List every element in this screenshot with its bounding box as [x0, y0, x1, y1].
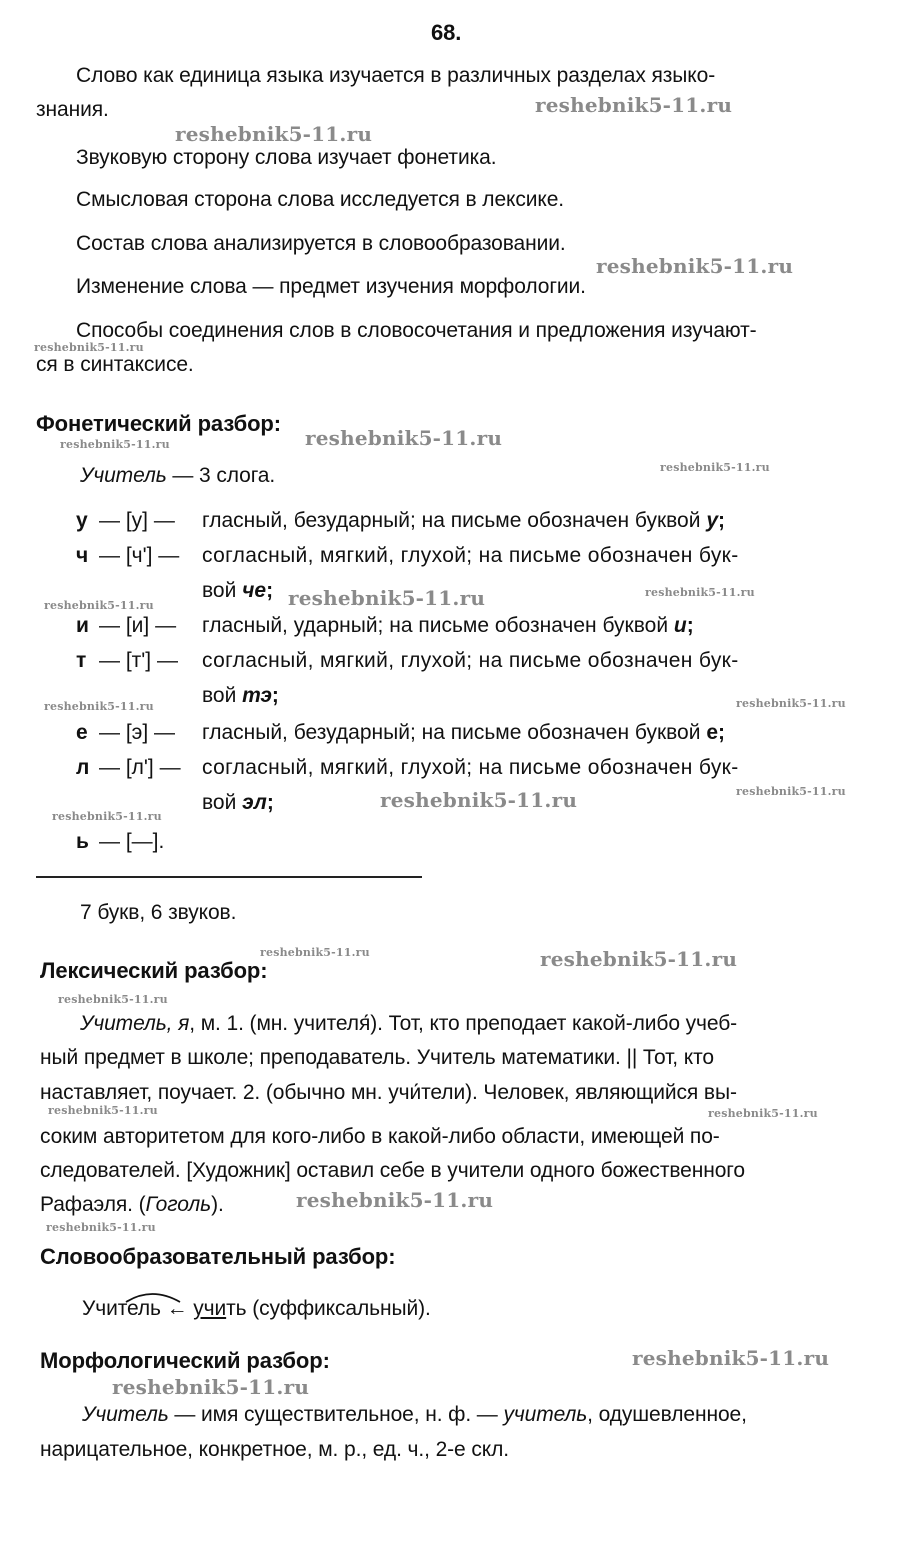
- intro-line-1: Слово как единица языка изучается в различных разделах языко-: [76, 64, 716, 87]
- phon-letter: у: [76, 509, 88, 532]
- phon-letter: е: [76, 721, 88, 744]
- phon-sound: — [т'] —: [99, 649, 178, 672]
- phon-desc: гласный, безударный; на письме обозначен буквой е;: [202, 721, 725, 744]
- divider: [36, 876, 422, 878]
- phon-sound: — [э] —: [99, 721, 176, 744]
- intro-change: Изменение слова — предмет изучения морфологии.: [76, 275, 586, 298]
- watermark: reshebnik5-11.ru: [260, 946, 370, 959]
- watermark: reshebnik5-11.ru: [175, 122, 373, 146]
- intro-composition: Состав слова анализируется в словообразовании.: [76, 232, 566, 255]
- wordform-heading: Словообразовательный разбор:: [40, 1244, 396, 1269]
- watermark: reshebnik5-11.ru: [540, 947, 738, 971]
- morph-line-2: нарицательное, конкретное, м. р., ед. ч., 2-е скл.: [40, 1438, 509, 1461]
- lexical-line-3: наставляет, поучает. 2. (обычно мн. учи́тели). Человек, являющийся вы-: [40, 1081, 737, 1104]
- phon-desc-cont: вой тэ;: [202, 684, 279, 707]
- watermark: reshebnik5-11.ru: [112, 1375, 310, 1399]
- watermark: reshebnik5-11.ru: [46, 1221, 156, 1234]
- watermark: reshebnik5-11.ru: [380, 788, 578, 812]
- intro-line-2: знания.: [36, 98, 109, 121]
- phon-letter: л: [76, 756, 90, 779]
- watermark: reshebnik5-11.ru: [596, 254, 794, 278]
- watermark: reshebnik5-11.ru: [44, 700, 154, 713]
- watermark: reshebnik5-11.ru: [34, 341, 144, 354]
- morph-line-1: Учитель — имя существительное, н. ф. — учитель, одушевленное,: [82, 1403, 747, 1426]
- lexical-line-2: ный предмет в школе; преподаватель. Учитель математики. || Тот, кто: [40, 1046, 714, 1069]
- phon-desc: согласный, мягкий, глухой; на письме обозначен бук-: [202, 649, 739, 672]
- intro-lexics: Смысловая сторона слова исследуется в лексике.: [76, 188, 565, 211]
- phonetic-summary: 7 букв, 6 звуков.: [80, 901, 237, 924]
- intro-phonetics: Звуковую сторону слова изучает фонетика.: [76, 146, 497, 169]
- watermark: reshebnik5-11.ru: [660, 461, 770, 474]
- page-number: 68.: [431, 20, 462, 45]
- watermark: reshebnik5-11.ru: [52, 810, 162, 823]
- lexical-line-4: соким авторитетом для кого-либо в какой-либо области, имеющей по-: [40, 1125, 720, 1148]
- phon-sound: — [л'] —: [99, 756, 181, 779]
- lexical-line-1: Учитель, я, м. 1. (мн. учителя́). Тот, кто преподает какой-либо учеб-: [80, 1012, 738, 1035]
- watermark: reshebnik5-11.ru: [60, 438, 170, 451]
- phon-letter: ь: [76, 830, 89, 853]
- watermark: reshebnik5-11.ru: [48, 1104, 158, 1117]
- phon-letter: т: [76, 649, 87, 672]
- watermark: reshebnik5-11.ru: [632, 1346, 830, 1370]
- phon-desc: гласный, безударный; на письме обозначен буквой у;: [202, 509, 725, 532]
- watermark: reshebnik5-11.ru: [736, 697, 846, 710]
- phonetic-syllables: [80, 463, 275, 489]
- phonetic-syllables-text: — 3 слога.: [166, 464, 276, 487]
- watermark: reshebnik5-11.ru: [58, 993, 168, 1006]
- watermark: reshebnik5-11.ru: [44, 599, 154, 612]
- phon-desc-cont: вой че;: [202, 579, 274, 602]
- watermark: reshebnik5-11.ru: [535, 93, 733, 117]
- phonetic-heading: Фонетический разбор:: [36, 411, 281, 436]
- phon-sound: — [у] —: [99, 509, 175, 532]
- phon-desc: согласный, мягкий, глухой; на письме обозначен бук-: [202, 756, 739, 779]
- phon-desc: гласный, ударный; на письме обозначен буквой и;: [202, 614, 694, 637]
- watermark: reshebnik5-11.ru: [736, 785, 846, 798]
- lexical-heading: Лексический разбор:: [40, 958, 268, 983]
- morph-heading: Морфологический разбор:: [40, 1348, 330, 1373]
- intro-syntax-2: ся в синтаксисе.: [36, 353, 194, 376]
- phon-desc-cont: вой эл;: [202, 791, 274, 814]
- lexical-line-6: Рафаэля. (Гоголь).: [40, 1193, 224, 1216]
- intro-syntax-1: Способы соединения слов в словосочетания и предложения изучают-: [76, 319, 757, 342]
- phon-letter: и: [76, 614, 89, 637]
- watermark: reshebnik5-11.ru: [305, 426, 503, 450]
- watermark: reshebnik5-11.ru: [288, 586, 486, 610]
- phon-desc: согласный, мягкий, глухой; на письме обозначен бук-: [202, 544, 739, 567]
- wordform-line: Учитель ← учить (суффиксальный).: [82, 1297, 431, 1320]
- phon-sound: — [и] —: [99, 614, 177, 637]
- lexical-line-5: следователей. [Художник] оставил себе в учители одного божественного: [40, 1159, 745, 1182]
- phon-sound: — [ч'] —: [99, 544, 180, 567]
- watermark: reshebnik5-11.ru: [645, 586, 755, 599]
- watermark: reshebnik5-11.ru: [708, 1107, 818, 1120]
- phonetic-word: Учитель: [80, 464, 167, 487]
- watermark: reshebnik5-11.ru: [296, 1188, 494, 1212]
- phon-letter: ч: [76, 544, 89, 567]
- phon-sound: — [—].: [99, 830, 165, 853]
